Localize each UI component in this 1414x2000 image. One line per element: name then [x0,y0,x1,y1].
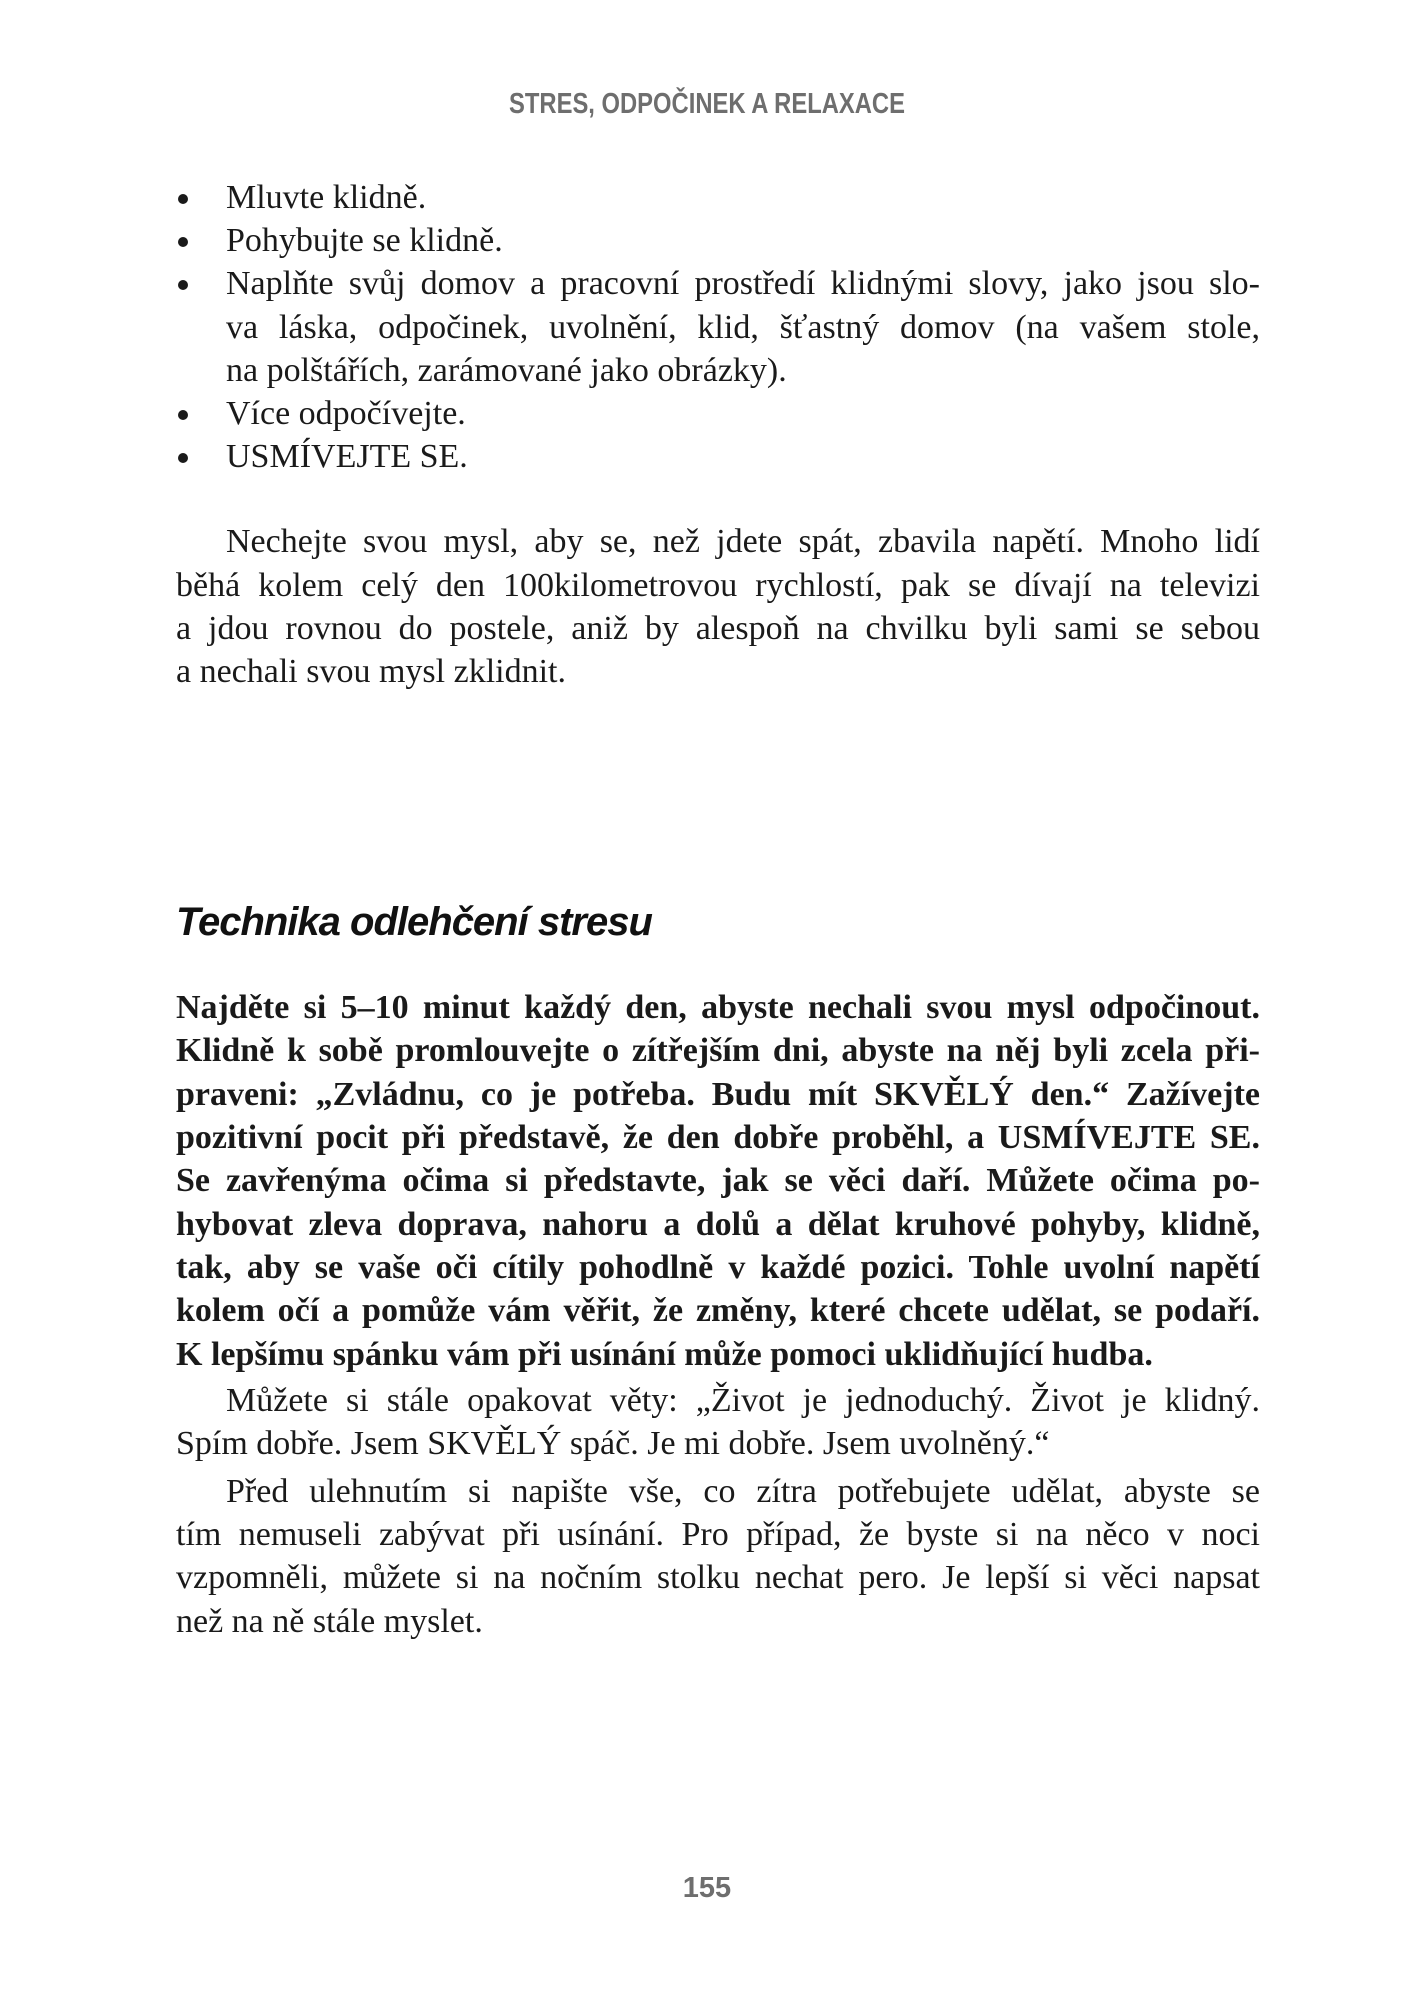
paragraph-line: vzpomněli, můžete si na nočním stolku nechat pero. Je lepší si věci napsat [176,1559,1260,1596]
paragraph-line: běhá kolem celý den 100kilometrovou rychlostí, pak se dívají na televizi [176,567,1260,604]
paragraph-line: tím nemuseli zabývat při usínání. Pro případ, že byste si na něco v noci [176,1516,1260,1553]
bullet-item: USMÍVEJTE SE. [226,438,468,475]
paragraph-line: K lepšímu spánku vám při usínání může pomoci uklidňující hudba. [176,1336,1153,1373]
paragraph-line: Spím dobře. Jsem SKVĚLÝ spáč. Je mi dobře. Jsem uvolněný.“ [176,1425,1050,1462]
paragraph-line: Před ulehnutím si napište vše, co zítra potřebujete udělat, abyste se [226,1473,1260,1510]
paragraph-line: Se zavřenýma očima si představte, jak se věci daří. Můžete očima po- [176,1162,1260,1199]
paragraph-line: hybovat zleva doprava, nahoru a dolů a dělat kruhové pohyby, klidně, [176,1206,1260,1243]
bullet-item-line: na polštářích, zarámované jako obrázky). [226,352,787,389]
bullet-item-line: va láska, odpočinek, uvolnění, klid, šťastný domov (na vašem stole, [226,309,1260,346]
paragraph-line: Najděte si 5–10 minut každý den, abyste nechali svou mysl odpočinout. [176,989,1260,1026]
bullet-icon [178,237,188,247]
paragraph-line: pozitivní pocit při představě, že den dobře proběhl, a USMÍVEJTE SE. [176,1119,1260,1156]
paragraph-line: Nechejte svou mysl, aby se, než jdete spát, zbavila napětí. Mnoho lidí [226,523,1260,560]
paragraph-line: než na ně stále myslet. [176,1603,483,1640]
paragraph-line: tak, aby se vaše oči cítily pohodlně v každé pozici. Tohle uvolní napětí [176,1249,1260,1286]
paragraph-line: a nechali svou mysl zklidnit. [176,653,566,690]
page-number: 155 [682,1872,732,1904]
bullet-icon [178,410,188,420]
paragraph-line: praveni: „Zvládnu, co je potřeba. Budu mít SKVĚLÝ den.“ Zažívejte [176,1076,1260,1113]
paragraph-line: a jdou rovnou do postele, aniž by alespoň na chvilku byli sami se sebou [176,610,1260,647]
running-head: STRES, ODPOČINEK A RELAXACE [509,88,905,120]
paragraph-line: Můžete si stále opakovat věty: „Život je jednoduchý. Život je klidný. [226,1382,1260,1419]
paragraph-line: kolem očí a pomůže vám věřit, že změny, které chcete udělat, se podaří. [176,1292,1260,1329]
bullet-icon [178,280,188,290]
bullet-item: Pohybujte se klidně. [226,222,503,259]
paragraph-line: Klidně k sobě promlouvejte o zítřejším dni, abyste na něj byli zcela při- [176,1032,1260,1069]
bullet-item-line: Naplňte svůj domov a pracovní prostředí klidnými slovy, jako jsou slo- [226,265,1260,302]
bullet-icon [178,453,188,463]
section-heading: Technika odlehčení stresu [176,900,652,944]
bullet-item: Více odpočívejte. [226,395,466,432]
bullet-icon [178,194,188,204]
bullet-item: Mluvte klidně. [226,179,427,216]
